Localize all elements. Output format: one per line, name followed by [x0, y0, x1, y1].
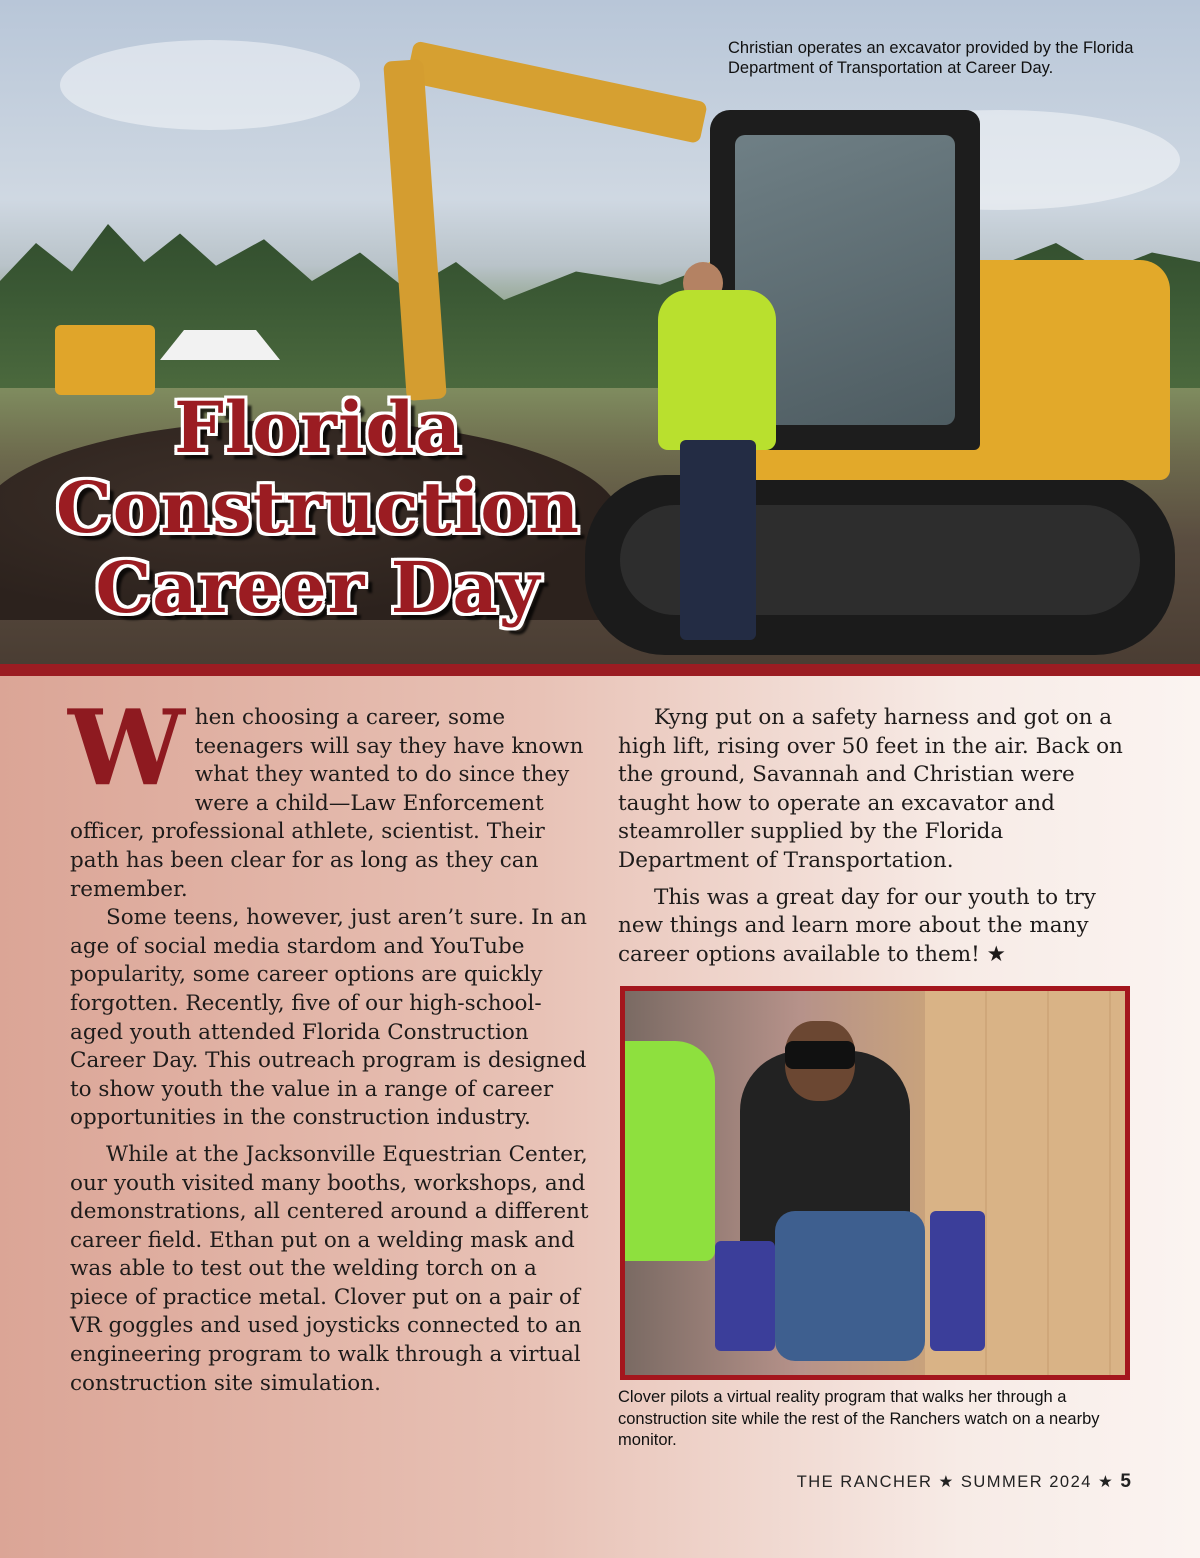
excavator-boom [406, 40, 708, 143]
paragraph-5: This was a great day for our youth to try new things and learn more about the many career options available to them! ★ [618, 884, 1096, 967]
paragraph-2: Some teens, however, just aren’t sure. In an age of social media stardom and YouTube popularity, some career options are quickly forgotten. Recently, five of our high-school-aged youth attended Florida Construction Career Day. This outreach program is designed to show youth the value in a range of career opportunities in the construction industry. [70, 905, 588, 1131]
divider-rule [0, 664, 1200, 676]
vr-photo [620, 986, 1130, 1380]
page-title [38, 388, 598, 628]
publication-name: THE RANCHER ★ SUMMER 2024 ★ [796, 1473, 1115, 1491]
page-number: 5 [1120, 1471, 1131, 1492]
title-line-3: Career Day [95, 546, 541, 629]
worker-legs [680, 440, 756, 640]
drop-cap: W [68, 686, 185, 809]
joystick-left [715, 1241, 775, 1351]
hero-photo [0, 0, 1200, 664]
article-column-right [618, 704, 1138, 969]
worker-safety-vest [658, 290, 776, 450]
paragraph-1-text: hen choosing a career, some teenagers will say they have known what they wanted to do since they were a child—Law Enforcement officer, professional athlete, scientist. Their path has been clear for as long as they can remember. [70, 705, 584, 902]
person-jeans [775, 1211, 925, 1361]
bystander-green-shirt [625, 1041, 715, 1261]
road-grader [55, 325, 155, 395]
photo-caption: Clover pilots a virtual reality program that walks her through a construction site while the rest of the Ranchers watch on a nearby monitor. [618, 1388, 1100, 1449]
hero-caption: Christian operates an excavator provided by the Florida Department of Transportation at Career Day. [728, 39, 1134, 77]
title-line-2: Construction [56, 466, 580, 549]
title-line-1: Florida [174, 386, 462, 469]
paragraph-3: While at the Jacksonville Equestrian Center, our youth visited many booths, workshops, and demonstrations, all centered around a different career field. Ethan put on a welding mask and was able to test out the welding torch on a piece of practice metal. Clover put on a pair of VR goggles and used joysticks connected to an engineering program to walk through a virtual construction site simulation. [70, 1141, 589, 1396]
cloud [60, 40, 360, 130]
page-footer [797, 1471, 1131, 1493]
vr-goggles [785, 1041, 855, 1069]
paragraph-4: Kyng put on a safety harness and got on a high lift, rising over 50 feet in the air. Back on the ground, Savannah and Christian were taught how to operate an excavator and steamroller supplied by the Florida Department of Transportation. [618, 705, 1123, 873]
joystick-right [930, 1211, 985, 1351]
article-column-left [68, 686, 590, 1398]
paragraph-1 [68, 686, 590, 904]
